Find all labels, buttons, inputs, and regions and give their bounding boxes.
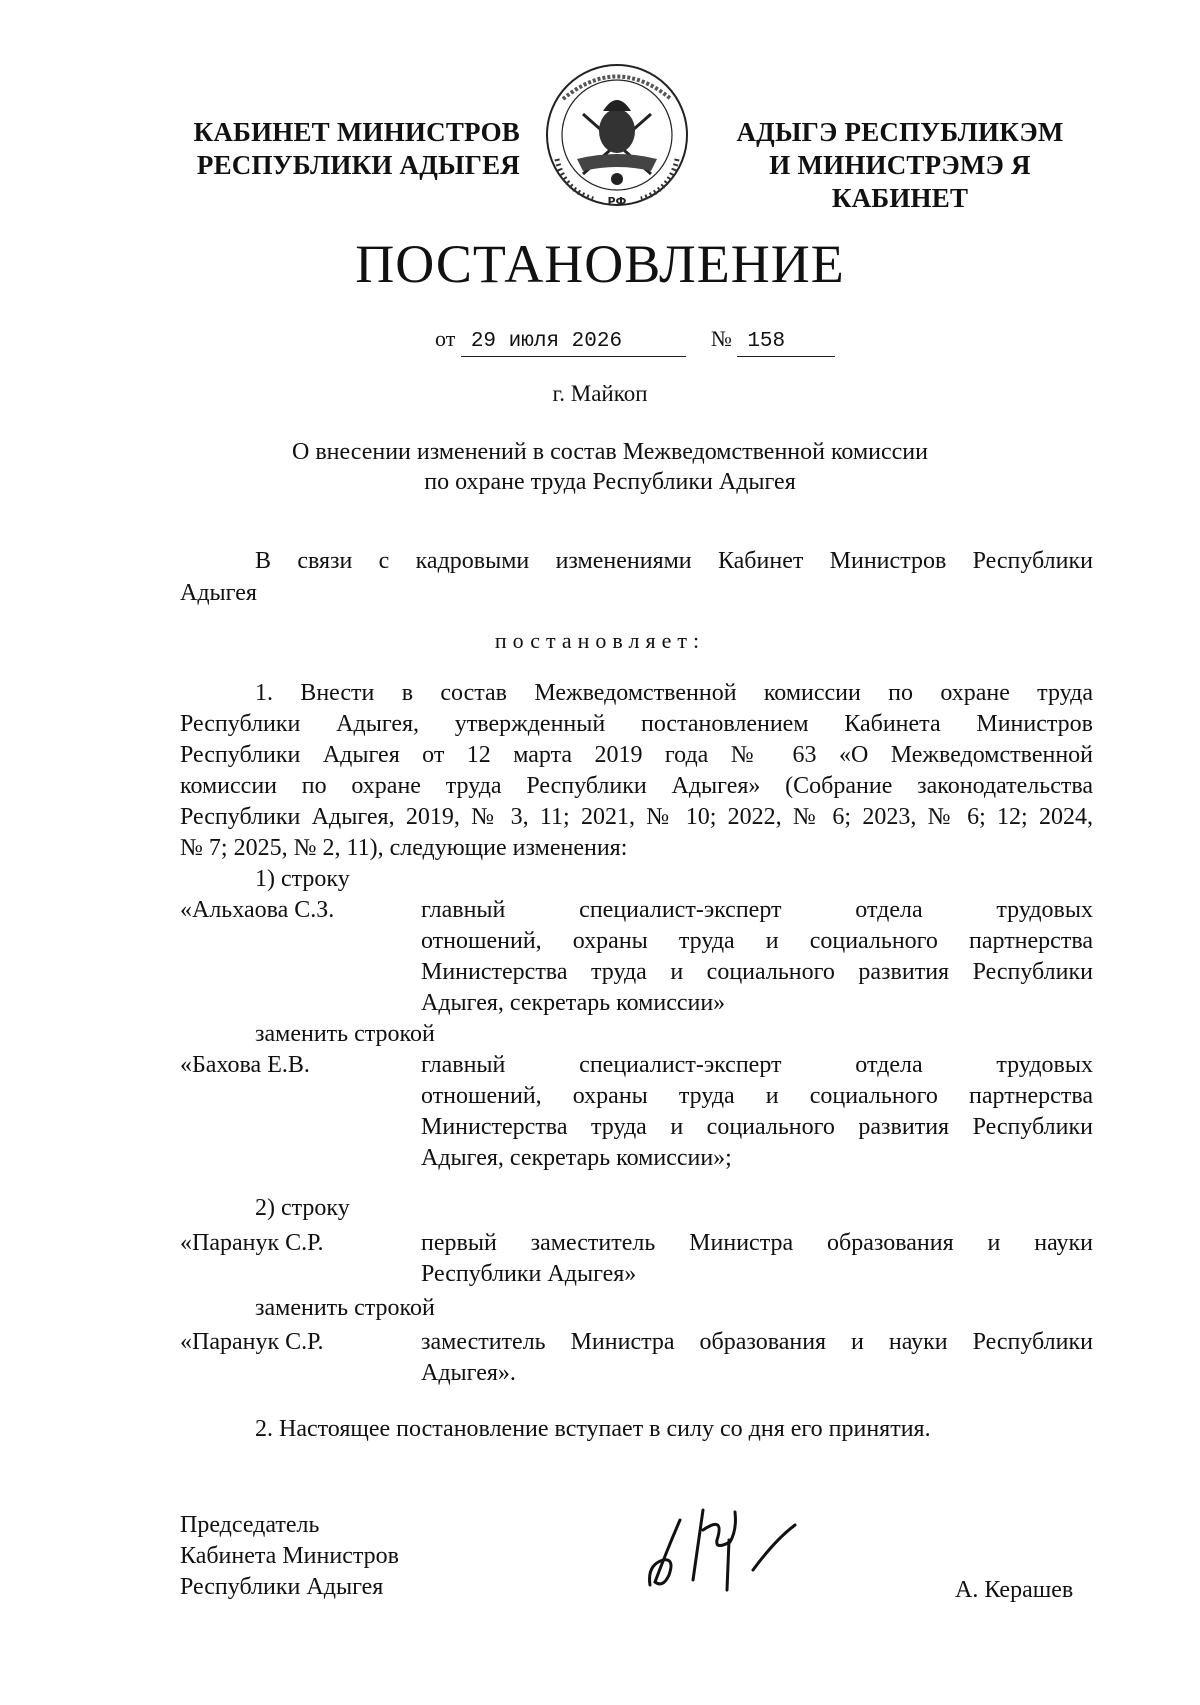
member-name: «Паранук С.Р. [180,1329,324,1355]
item-line: Республики Адыгея от 12 марта 2019 года № 63 «О Межведомственной [180,742,1093,768]
subitem-label: 2) строку [255,1195,350,1221]
issuer-line: И МИНИСТРЭМЭ Я КАБИНЕТ [769,150,1031,213]
replace-label: заменить строкой [255,1021,435,1047]
document-title: ПОСТАНОВЛЕНИЕ [355,234,845,294]
preamble-line: Адыгея [180,580,257,606]
member-desc-line: Министерства труда и социального развития Республики [421,1114,1093,1140]
member-desc-line: Адыгея, секретарь комиссии»; [421,1145,732,1171]
member-desc-line: отношений, охраны труда и социального партнерства [421,1083,1093,1109]
subject-line: О внесении изменений в состав Межведомственной комиссии [292,439,928,465]
member-name: «Бахова Е.В. [180,1052,310,1078]
item-line: 1. Внести в состав Межведомственной комиссии по охране труда [255,680,1093,706]
signatory-name: А. Керашев [955,1577,1074,1603]
preamble-line: В связи с кадровыми изменениями Кабинет Министров Республики [255,548,1093,574]
city: г. Майкоп [552,381,648,406]
member-desc-line: первый заместитель Министра образования и науки [421,1230,1093,1256]
member-desc-line: Адыгея». [421,1360,516,1386]
signatory-line: Республики Адыгея [180,1574,384,1600]
document-date: 29 июля 2026 [461,328,686,357]
issuer-line: КАБИНЕТ МИНИСТРОВ [193,117,520,147]
resolves-word: постановляет: [494,628,706,653]
signatory-title [180,1510,399,1603]
member-desc-line: Адыгея, секретарь комиссии» [421,990,726,1016]
item-2: 2. Настоящее постановление вступает в силу со дня его принятия. [255,1416,931,1442]
member-desc-line: Республики Адыгея» [421,1261,637,1287]
member-desc-line: отношений, охраны труда и социального партнерства [421,928,1093,954]
item-line: комиссии по охране труда Республики Адыгея» (Собрание законодательства [180,773,1093,799]
member-desc-line: главный специалист-эксперт отдела трудовых [421,897,1093,923]
svg-text:РФ: РФ [607,195,627,208]
issuer-name-russian [190,116,520,182]
number-label: № [710,326,732,351]
member-desc-line: Министерства труда и социального развития Республики [421,959,1093,985]
issuer-name-adyghe [700,116,1100,215]
signatory-line: Председатель [180,1512,320,1538]
date-prefix: от [435,326,456,351]
issuer-line: РЕСПУБЛИКИ АДЫГЕЯ [196,150,520,180]
subitem-label: 1) строку [255,866,350,892]
item-line: Республики Адыгея, 2019, № 3, 11; 2021, № 10; 2022, № 6; 2023, № 6; 12; 2024, [180,804,1093,830]
issuer-line: АДЫГЭ РЕСПУБЛИКЭМ [736,117,1064,147]
coat-of-arms-icon [543,59,691,215]
handwritten-signature-icon [645,1490,805,1600]
document-subject [230,437,990,497]
member-desc-line: заместитель Министра образования и науки Республики [421,1329,1093,1355]
member-name: «Паранук С.Р. [180,1230,324,1256]
date-number-line [435,325,835,357]
subject-line: по охране труда Республики Адыгея [424,469,796,495]
item-line: Республики Адыгея, утвержденный постановлением Кабинета Министров [180,711,1093,737]
signatory-line: Кабинета Министров [180,1543,399,1569]
replace-label: заменить строкой [255,1295,435,1321]
member-desc-line: главный специалист-эксперт отдела трудовых [421,1052,1093,1078]
member-name: «Альхаова С.З. [180,897,335,923]
document-number: 158 [737,328,835,357]
item-line: № 7; 2025, № 2, 11), следующие изменения: [180,835,628,861]
